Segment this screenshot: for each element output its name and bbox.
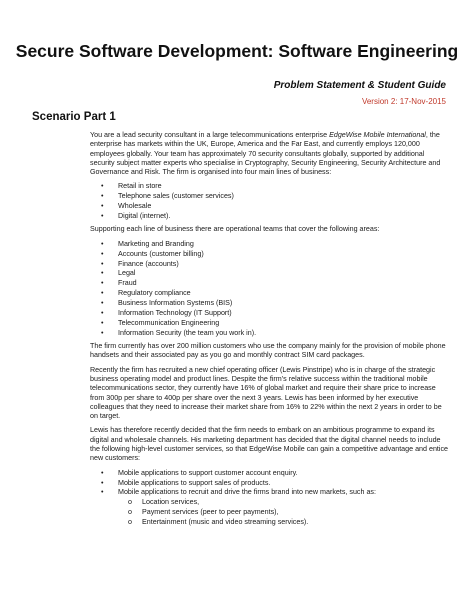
- bullet-icon: •: [101, 212, 104, 221]
- list-item: [90, 240, 450, 249]
- bullet-icon: •: [101, 202, 104, 211]
- list-item: [90, 202, 450, 211]
- list-item: [90, 329, 450, 338]
- bullet-icon: •: [101, 488, 104, 497]
- list-item-text: Telephone sales (customer services): [118, 192, 234, 201]
- list-item: [90, 260, 450, 269]
- bullet-icon: •: [101, 328, 104, 337]
- list-item: [90, 479, 450, 488]
- bullet-icon: •: [101, 269, 104, 278]
- list-item: [90, 309, 450, 318]
- list-item-text: Accounts (customer billing): [118, 249, 204, 258]
- list-item: [90, 498, 450, 507]
- bullet-icon: o: [128, 518, 132, 527]
- bullet-icon: •: [101, 279, 104, 288]
- bullet-icon: •: [101, 478, 104, 487]
- list-item-text: Information Technology (IT Support): [118, 308, 232, 317]
- list-item-text: Retail in store: [118, 182, 162, 191]
- list-item-text: Mobile applications to support customer account enquiry.: [118, 468, 298, 477]
- paragraph-customers: The firm currently has over 200 million customers who use the company mainly for the provision of mobile phone handsets and their associated pay as you go and monthly contract SIM card packages.: [90, 342, 446, 360]
- list-item: [90, 182, 450, 191]
- bullet-icon: •: [101, 249, 104, 258]
- list-item-text: Mobile applications to support sales of products.: [118, 478, 271, 487]
- company-name: EdgeWise Mobile International: [329, 131, 426, 139]
- document-subtitle: Problem Statement & Student Guide: [273, 80, 446, 91]
- list-item: [90, 269, 450, 278]
- list-item: [90, 319, 450, 328]
- bullet-icon: •: [101, 299, 104, 308]
- bullet-icon: •: [101, 182, 104, 191]
- version-label: Version 2: 17-Nov-2015: [361, 97, 446, 106]
- list-item: [90, 279, 450, 288]
- list-item: [90, 299, 450, 308]
- paragraph-coo: Recently the firm has recruited a new chief operating officer (Lewis Pinstripe) who is in charge of the strategic business operating model and product lines. Despite the firm’s relative success within the traditional mobile telecommunications sector, they currently have 16% of global market and require their share price to increase from 300p per share to 400p per share over the next 3 years. Lewis has been informed by her executive colleagues that they need to increase their market share from 16% to 22% within the next 2 years in order to be on target.: [90, 365, 442, 421]
- list-item-text: Regulatory compliance: [118, 289, 191, 298]
- operational-teams-list: [90, 240, 450, 338]
- list-item-text: Entertainment (music and video streaming services).: [142, 518, 309, 527]
- list-item: [90, 289, 450, 298]
- list-item-text: Legal: [118, 269, 136, 278]
- paragraph-expansion: Lewis has therefore recently decided that the firm needs to embark on an ambitious programme to expand its digital and wholesale channels. His marketing department has decided that the digital channel needs to include the following high-level customer services, so that EdgeWise Mobile can gain a competitive advantage and entice new customers:: [90, 426, 449, 463]
- list-item-text: Fraud: [118, 279, 137, 288]
- intro-text-a: You are a lead security consultant in a large telecommunications enterprise: [90, 131, 330, 139]
- bullet-icon: •: [101, 318, 104, 327]
- list-item-text: Payment services (peer to peer payments),: [142, 508, 279, 517]
- document-body: [90, 131, 450, 531]
- bullet-icon: •: [101, 239, 104, 248]
- list-item: [90, 518, 450, 527]
- list-item: [90, 508, 450, 517]
- list-item: [90, 212, 450, 221]
- bullet-icon: o: [128, 498, 132, 507]
- bullet-icon: •: [101, 468, 104, 477]
- list-item-text: Telecommunication Engineering: [118, 318, 220, 327]
- list-item-text: Information Security (the team you work in).: [118, 328, 257, 337]
- list-item-text: Location services,: [142, 498, 200, 507]
- section-heading: Scenario Part 1: [32, 111, 116, 123]
- bullet-icon: •: [101, 259, 104, 268]
- list-item: [90, 192, 450, 201]
- list-item-text: Wholesale: [118, 202, 152, 211]
- paragraph-intro: [90, 131, 450, 177]
- list-item-text: Finance (accounts): [118, 259, 179, 268]
- intro-text-b: , the enterprise has markets within the UK, Europe, America and the Far East, and currently employs 120,000 employees globally. Your team has approximately 70 security consultants globally, supported by additional security subject matter experts who specialise in Cryptography, Security Engineering, Security Architecture and Governance and Risk. The firm is organised into four main lines of business:: [90, 131, 441, 177]
- list-item: [90, 488, 450, 497]
- document-title: Secure Software Development: Software Engineering: [15, 41, 459, 61]
- bullet-icon: •: [101, 289, 104, 298]
- services-list: [90, 469, 450, 528]
- list-item: [90, 469, 450, 478]
- paragraph-teams-intro: Supporting each line of business there are operational teams that cover the following areas:: [90, 225, 380, 234]
- bullet-icon: o: [128, 508, 132, 517]
- list-item: [90, 250, 450, 259]
- list-item-text: Business Information Systems (BIS): [118, 299, 233, 308]
- bullet-icon: •: [101, 192, 104, 201]
- business-lines-list: [90, 182, 450, 221]
- list-item-text: Mobile applications to recruit and drive the firms brand into new markets, such as:: [118, 488, 376, 497]
- list-item-text: Digital (internet).: [118, 212, 171, 221]
- list-item-text: Marketing and Branding: [118, 239, 194, 248]
- bullet-icon: •: [101, 308, 104, 317]
